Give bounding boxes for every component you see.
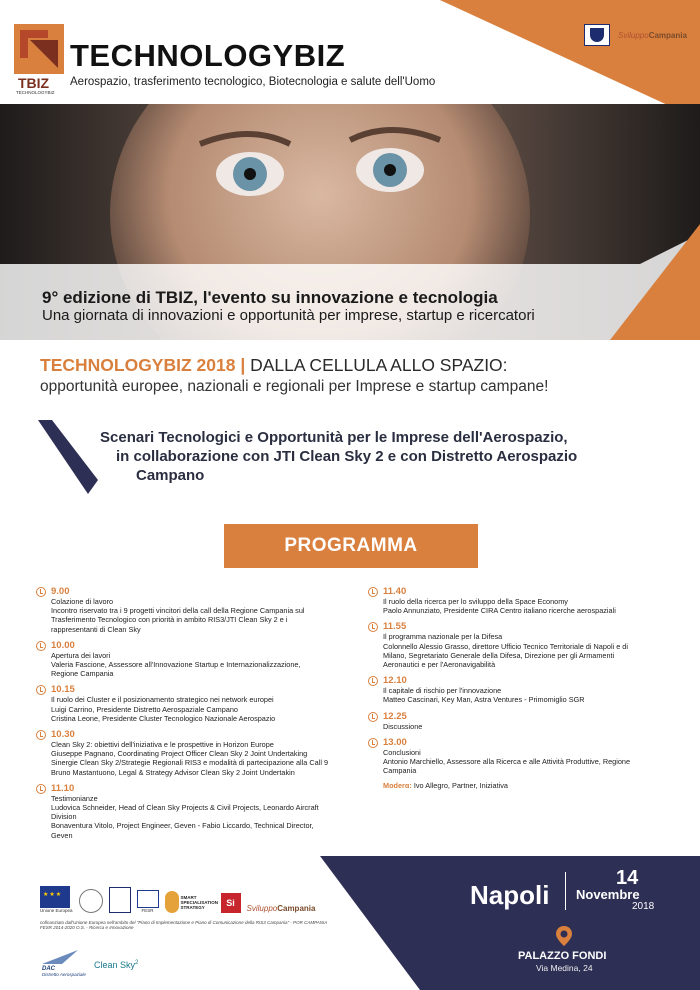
clock-icon <box>36 730 46 740</box>
schedule-item <box>36 783 346 840</box>
banner-subheadline: Una giornata di innovazioni e opportunità per imprese, startup e ricercatori <box>42 307 535 324</box>
dac-text: DAC <box>42 966 55 972</box>
eu-logo <box>40 886 73 913</box>
schedule-description: Apertura dei lavori Valeria Fascione, Assessore all'Innovazione Startup e Internazionalizzazione, Regione Campania <box>51 650 301 679</box>
logo-mark: TBIZ <box>18 75 50 91</box>
schedule-right <box>368 586 658 790</box>
schedule-time: 10.30 <box>51 729 75 741</box>
schedule-description: Il programma nazionale per la Difesa Colonnello Alessio Grasso, direttore Ufficio Tecnico Territoriale di Napoli e di Milano, Segretariato Generale della Difesa, Direzione per gli Armamenti Aeronautici e per l'Aeronavigabilità <box>383 632 628 670</box>
footer-campania-text: Campania <box>277 904 316 913</box>
fesr-icon <box>137 890 159 908</box>
schedule-time: 11.55 <box>383 621 407 633</box>
schedule-description: Clean Sky 2: obiettivi dell'iniziativa e le prospettive in Horizon Europe Giuseppe Pagnano, Coordinating Project Officer Clean Sky 2 Joint Undertaking Sinergie Clean Sky 2/Strategie Regionali RIS3 e modalità di partecipazione alla Call 9 Bruno Mastantuono, Legal & Strategy Advisor Clean Sky 2 Joint Undertakin <box>51 740 329 777</box>
schedule-time: 10.00 <box>51 639 75 651</box>
schedule-time: 11.10 <box>51 782 75 794</box>
dac-sub: Distretto Aerospaziale <box>42 972 86 977</box>
event-tagline: opportunità europee, nazionali e regionali per Imprese e startup campane! <box>40 378 549 395</box>
schedule-item <box>368 675 658 704</box>
schedule-time: 12.10 <box>383 675 407 687</box>
clock-icon <box>36 685 46 695</box>
banner-headline: 9° edizione di TBIZ, l'evento su innovazione e tecnologia <box>42 288 498 307</box>
schedule-item <box>36 640 346 679</box>
schedule-item <box>36 684 346 723</box>
schedule-time: 12.25 <box>383 710 407 722</box>
event-month: Novembre <box>576 887 640 902</box>
schedule-description: Il ruolo dei Cluster e il posizionamento strategico nei network europei Luigi Carrino, Presidente Distretto Aerospaziale Campano Cristina Leone, Presidente Cluster Tecnologico Nazionale Aerospazio <box>51 695 276 723</box>
scenari-block <box>100 428 577 485</box>
event-headline <box>40 355 508 376</box>
schedule-item <box>368 586 658 615</box>
cleansky-logo <box>94 960 138 970</box>
event-theme: DALLA CELLULA ALLO SPAZIO: <box>245 355 508 375</box>
smart-text: SMART SPECIALISATION STRATEGY <box>180 894 218 910</box>
moderator-label: Moderα: <box>383 781 412 791</box>
venue-name: PALAZZO FONDI <box>518 950 607 962</box>
dac-wing-icon <box>42 950 78 964</box>
sviluppo-text: Sviluppo <box>618 30 649 40</box>
funding-note: cofinanziato dall'Unione Europea nell'ambito del "Piano di Implementazione e Piano di Comunicazione della RIS3 Campania" - POR CAMPANIA FESR 2014-2020 O.S. - Ricerca e Innovazione <box>40 920 328 930</box>
moderator-line <box>368 781 658 790</box>
clock-icon <box>36 641 46 651</box>
schedule-item <box>36 586 346 634</box>
clock-icon <box>368 676 378 686</box>
schedule-time: 9.00 <box>51 586 70 597</box>
clock-icon <box>368 712 378 722</box>
sviluppo-campania-logo <box>618 31 687 40</box>
schedule-item <box>368 621 658 669</box>
eu-caption: Unione Europea <box>40 908 73 913</box>
schedule-left <box>36 586 346 846</box>
schedule-item <box>36 729 346 777</box>
venue-address: Via Medina, 24 <box>536 963 593 973</box>
fesr-text: FESR <box>141 908 154 913</box>
scenari-line-3: Campano <box>136 467 205 484</box>
clock-icon <box>368 587 378 597</box>
programma-heading: PROGRAMMA <box>224 524 478 568</box>
eu-flag-icon <box>40 886 70 908</box>
fesr-logo <box>137 890 159 913</box>
schedule-description: Il ruolo della ricerca per lo sviluppo della Space Economy Paolo Annunziato, Presidente CIRA Centro italiano ricerche aerospaziali <box>383 597 616 616</box>
cleansky-number: 2 <box>135 960 139 966</box>
schedule-time: 11.40 <box>383 586 407 597</box>
event-city: Napoli <box>470 880 550 910</box>
schedule-description: Il capitale di rischio per l'innovazione Matteo Cascinari, Key Man, Astra Ventures - Primomiglio SGR <box>383 686 585 705</box>
regione-crest-icon <box>109 887 131 913</box>
clock-icon <box>368 622 378 632</box>
clock-icon <box>36 587 46 597</box>
date-divider <box>565 872 566 910</box>
schedule-description: Colazione di lavoro Incontro riservato tra i 9 progetti vincitori della call della Regione Campania sul Trasferimento Tecnologico con priorità in ambito RIS3/JTI Clean Sky 2 e i rappresentanti di Clean Sky <box>51 597 305 634</box>
schedule-item <box>368 711 658 731</box>
schedule-time: 10.15 <box>51 684 75 696</box>
italy-emblem-icon <box>79 889 103 913</box>
event-year: 2018 <box>632 901 655 912</box>
site-subtitle: Aerospazio, trasferimento tecnologico, Biotecnologia e salute dell'Uomo <box>70 76 436 88</box>
logo-mark-sub: TECHNOLOGYBIZ <box>16 90 55 94</box>
event-brand: TECHNOLOGYBIZ 2018 | <box>40 355 246 375</box>
cleansky-text: Clean Sky <box>94 960 136 970</box>
site-title: TECHNOLOGYBIZ <box>70 38 346 73</box>
scenari-line-2: in collaborazione con JTI Clean Sky 2 e con Distretto Aerospazio <box>116 448 578 465</box>
event-day: 14 <box>616 867 639 889</box>
schedule-description: Testimonianze Ludovica Schneider, Head of Clean Sky Projects & Civil Projects, Leonardo Aircraft Division Bonaventura Vitolo, Project Engineer, Geven - Fabio Liccardo, Technical Director, Geven <box>51 793 319 840</box>
regione-campania-crest-icon <box>584 24 610 46</box>
campania-text: Campania <box>648 30 687 40</box>
footer-sviluppo-logo <box>247 904 316 913</box>
location-pin-icon <box>556 926 572 946</box>
schedule-item <box>368 737 658 776</box>
partner-logos <box>584 24 687 46</box>
schedule-description: Conclusioni Antonio Marchiello, Assessore alla Ricerca e alle Attività Produttive, Regione Campania <box>383 747 631 776</box>
schedule-description: Discussione <box>383 721 423 731</box>
smart-logo <box>165 891 218 913</box>
scenari-line-1: Scenari Tecnologici e Opportunità per le Imprese dell'Aerospazio, <box>100 429 568 446</box>
footer-sviluppo-text: Sviluppo <box>246 904 278 913</box>
tbiz-logo-icon <box>14 24 66 94</box>
schedule-time: 13.00 <box>383 736 407 748</box>
dac-logo <box>42 950 86 977</box>
moderator-name: Ivo Allegro, Partner, Iniziativa <box>411 781 508 791</box>
si-logo: Si <box>221 893 241 913</box>
smart-s-icon <box>165 891 179 913</box>
clock-icon <box>36 784 46 794</box>
sponsor-logos <box>40 886 315 913</box>
clock-icon <box>368 738 378 748</box>
